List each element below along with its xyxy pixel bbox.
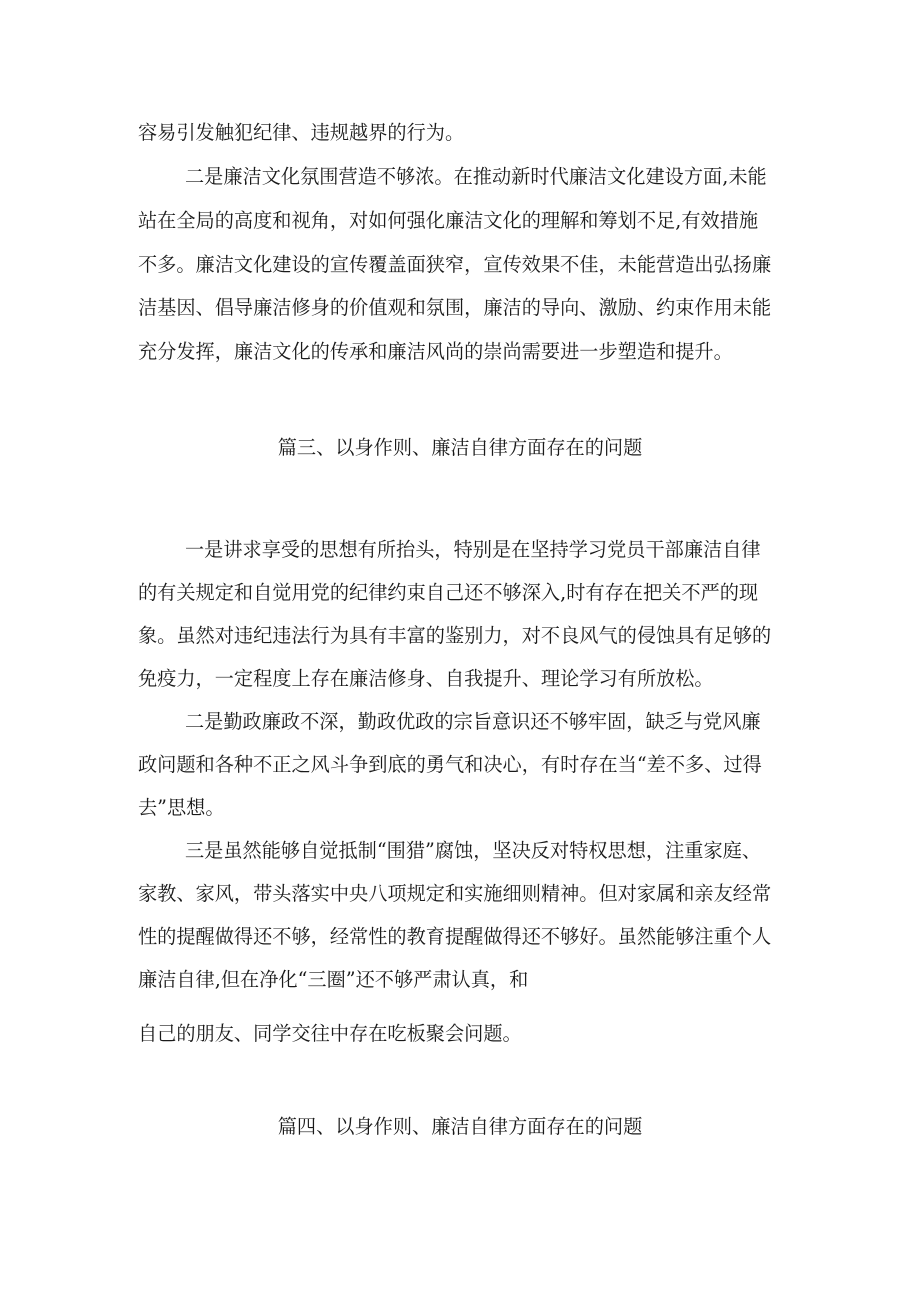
text-line: 洁基因、倡导廉洁修身的价值观和氛围，廉洁的导向、激励、约束作用未能 — [138, 296, 772, 319]
section-heading: 篇四、以身作则、廉洁自律方面存在的问题 — [277, 1115, 643, 1138]
text-line: 自己的朋友、同学交往中存在吃板聚会问题。 — [138, 1022, 522, 1045]
text-line: 性的提醒做得还不够，经常性的教育提醒做得还不够好。虽然能够注重个人 — [138, 925, 772, 948]
section-heading: 篇三、以身作则、廉洁自律方面存在的问题 — [277, 436, 643, 459]
text-line: 一是讲求享受的思想有所抬头，特别是在坚持学习党员干部廉洁自律 — [185, 538, 761, 561]
text-line: 站在全局的高度和视角，对如何强化廉洁文化的理解和筹划不足,有效措施 — [138, 209, 759, 232]
text-line: 充分发挥，廉洁文化的传承和廉洁风尚的崇尚需要进一步塑造和提升。 — [138, 340, 733, 363]
text-line: 二是廉洁文化氛围营造不够浓。在推动新时代廉洁文化建设方面,未能 — [185, 165, 767, 188]
text-line: 免疫力，一定程度上存在廉洁修身、自我提升、理论学习有所放松。 — [138, 667, 714, 690]
text-line: 家教、家风，带头落实中央八项规定和实施细则精神。但对家属和亲友经常 — [138, 882, 772, 905]
text-line: 容易引发触犯纪律、违规越界的行为。 — [138, 121, 465, 144]
text-line: 三是虽然能够自觉抵制“围猎”腐蚀，坚决反对特权思想，注重家庭、 — [185, 839, 762, 862]
text-line: 廉洁自律,但在净化“三圈”还不够严肃认真，和 — [138, 968, 529, 991]
text-line: 不多。廉洁文化建设的宣传覆盖面狭窄，宣传效果不佳，未能营造出弘扬廉 — [138, 253, 772, 276]
text-line: 政问题和各种不正之风斗争到底的勇气和决心，有时存在当“差不多、过得 — [138, 753, 762, 776]
text-line: 去”思想。 — [138, 796, 225, 819]
text-line: 象。虽然对违纪违法行为具有丰富的鉴别力，对不良风气的侵蚀具有足够的 — [138, 624, 772, 647]
text-line: 二是勤政廉政不深，勤政优政的宗旨意识还不够牢固，缺乏与党风廉 — [185, 710, 761, 733]
text-line: 的有关规定和自觉用党的纪律约束自己还不够深入,时有存在把关不严的现 — [138, 581, 759, 604]
